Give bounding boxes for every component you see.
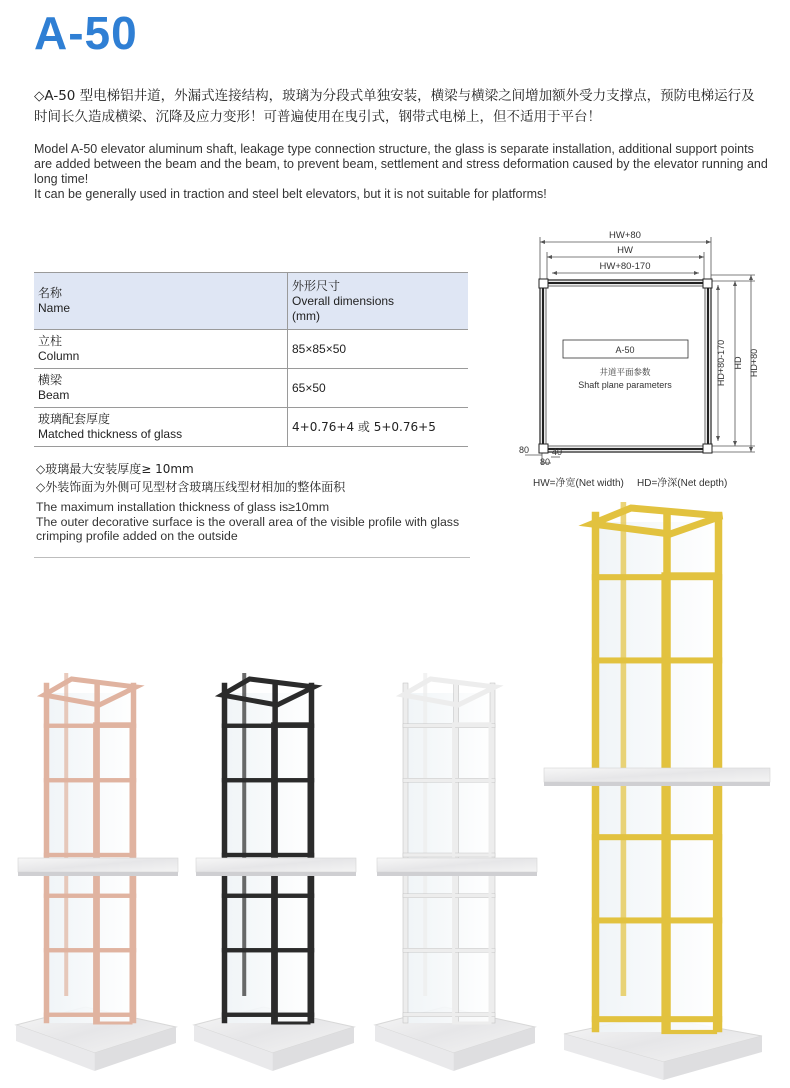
cross-beam — [222, 948, 314, 952]
notes-chinese — [36, 460, 345, 496]
cross-beam — [44, 948, 136, 952]
caption-hd: HD=净深(Net depth) — [637, 478, 728, 489]
dim-80-bottom: 80 — [540, 457, 551, 467]
header-dim-cell — [288, 273, 469, 330]
table-row — [34, 330, 468, 369]
note-max-thickness-cn: ◇玻璃最大安装厚度≥ 10mm — [36, 462, 194, 476]
row-value: 85×85×50 — [288, 330, 469, 369]
row-name-en: Matched thickness of glass — [38, 427, 183, 441]
elevator-shaft-white — [375, 673, 537, 1071]
floor-slab-edge — [18, 872, 178, 876]
cross-beam — [403, 853, 495, 857]
row-name-cn: 玻璃配套厚度 — [38, 412, 111, 426]
row-name-cn: 立柱 — [38, 334, 63, 348]
spec-table-header — [34, 273, 468, 330]
cross-beam — [403, 948, 495, 952]
note-decorative-surface-cn: ◇外装饰面为外侧可见型材含玻璃压线型材相加的整体面积 — [36, 480, 346, 494]
header-dim-en: Overall dimensions — [292, 293, 395, 308]
cross-beam — [403, 894, 495, 898]
cross-beam — [44, 853, 136, 857]
table-row — [34, 408, 468, 447]
cross-beam — [222, 1013, 314, 1017]
elevator-shaft-gold — [544, 502, 770, 1080]
intro-chinese: ◇A-50 型电梯铝井道，外漏式连接结构，玻璃为分段式单独安装，横梁与横梁之间增加额外受力支撑点，预防电梯运行及时间长久造成横梁、沉降及应力变形！可普遍使用在曳引式，钢带式电梯上，但不适用于平台！ — [34, 88, 755, 125]
page-title: A-50 — [34, 7, 138, 59]
column-post-rear — [64, 673, 68, 996]
row-name-cell — [34, 330, 288, 369]
column-post-rear — [242, 673, 246, 996]
row-value: 4+0.76+4 或 5+0.76+5 — [288, 408, 469, 447]
dim-40: 40 — [552, 447, 563, 457]
note-decorative-surface-en: The outer decorative surface is the overall area of the visible profile with glass crimping profile added on the outside — [36, 514, 460, 543]
dim-hd: HD — [733, 356, 743, 370]
table-row — [34, 369, 468, 408]
cross-beam — [222, 853, 314, 857]
dim-80-left: 80 — [519, 445, 530, 455]
floor-slab-edge — [196, 872, 356, 876]
product-illustrations — [0, 500, 790, 1088]
intro-english — [34, 142, 774, 202]
diagram-label-cn: 井道平面参数 — [599, 367, 651, 377]
intro-english-para-2: It can be generally used in traction and steel belt elevators, but it is not suitable for platforms! — [34, 187, 547, 201]
header-name-en: Name — [38, 301, 71, 315]
row-name-cell — [34, 369, 288, 408]
floor-slab — [377, 858, 537, 872]
cross-beam — [592, 658, 722, 664]
dim-hw: HW — [617, 245, 633, 256]
row-name-cn: 横梁 — [38, 373, 63, 387]
floor-slab — [18, 858, 178, 872]
dim-hd-plus-80: HD+80 — [749, 348, 759, 378]
cross-beam — [222, 778, 314, 782]
intro-english-para-1: Model A-50 elevator aluminum shaft, leakage type connection structure, the glass is separate installation, additional support points are added between the beam and the beam, to prevent beam, settlement and stress deformation caused by the elevator running and long time! — [34, 142, 768, 186]
cross-beam — [403, 778, 495, 782]
note-max-thickness-en: The maximum installation thickness of glass is≥10mm — [36, 500, 330, 514]
shaft-plane-drawing — [515, 225, 790, 495]
dim-hd-plus-80-minus-170: HD+80-170 — [716, 339, 726, 387]
cross-beam — [592, 918, 722, 924]
caption-hw: HW=净宽(Net width) — [533, 478, 624, 489]
floor-slab-edge — [377, 872, 537, 876]
cross-beam — [592, 1016, 722, 1022]
row-value: 65×50 — [288, 369, 469, 408]
cross-beam — [44, 778, 136, 782]
shaft-plane-diagram — [515, 225, 790, 495]
header-name-cell — [34, 273, 288, 330]
diagram-model-label: A-50 — [615, 345, 635, 355]
cross-beam — [222, 894, 314, 898]
cross-beam — [44, 1013, 136, 1017]
floor-slab — [544, 768, 770, 782]
spec-table — [34, 272, 468, 447]
floor-slab-edge — [544, 782, 770, 786]
header-dim-unit: (mm) — [292, 308, 320, 323]
header-dim-cn: 外形尺寸 — [292, 278, 341, 293]
dim-hw-plus-80: HW+80 — [609, 230, 641, 241]
column-post-rear — [423, 673, 427, 996]
header-name-cn: 名称 — [38, 286, 63, 300]
row-name-cell — [34, 408, 288, 447]
cross-beam — [592, 834, 722, 840]
dim-hw-plus-80-minus-170: HW+80-170 — [599, 261, 651, 272]
cross-beam — [403, 1013, 495, 1017]
elevator-shaft-black — [194, 673, 356, 1071]
row-name-en: Column — [38, 349, 80, 363]
cross-beam — [44, 894, 136, 898]
elevator-shaft-rose-gold — [16, 673, 178, 1071]
diagram-label-en: Shaft plane parameters — [578, 380, 672, 390]
row-name-en: Beam — [38, 388, 70, 402]
floor-slab — [196, 858, 356, 872]
